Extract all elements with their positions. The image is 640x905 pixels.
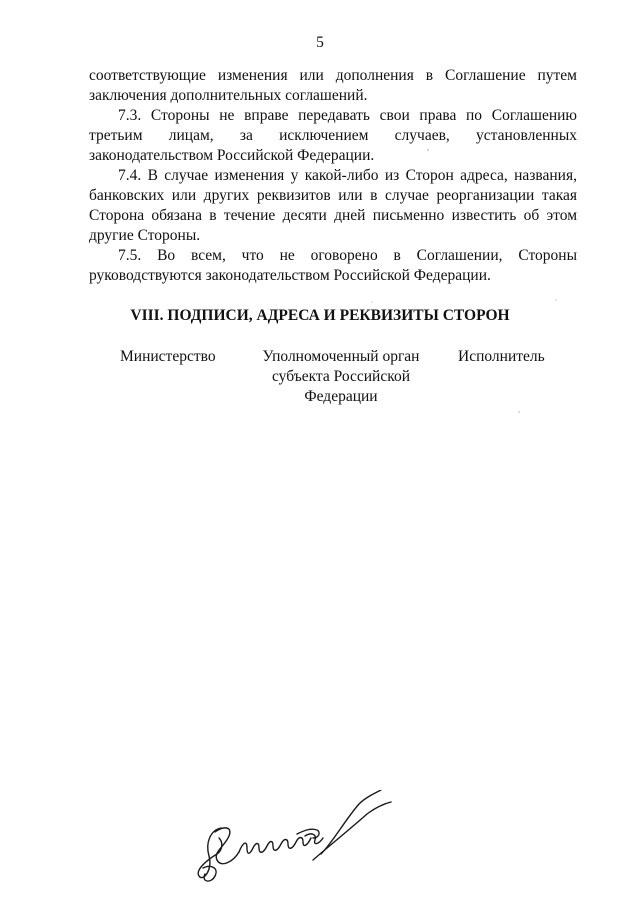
clause-7-4-line: другие Стороны. <box>89 227 201 244</box>
clause-7-4-line: Сторона обязана в течение десяти дней письменно известить об этом <box>89 207 577 224</box>
party-ministry: Министерство <box>120 348 216 365</box>
page-number: 5 <box>316 34 324 51</box>
party-authorized-organ <box>246 347 436 407</box>
clause-7-5-line: руководствуются законодательством Российской Федерации. <box>89 267 491 284</box>
paragraph-line: заключения дополнительных соглашений. <box>89 87 368 104</box>
clause-7-4-line: 7.4. В случае изменения у какой-либо из Сторон адреса, названия, <box>118 167 577 184</box>
clause-7-4-line: банковских или других реквизитов или в случае реорганизации такая <box>89 187 577 204</box>
party-organ-line: Федерации <box>304 388 378 405</box>
section-title: VIII. ПОДПИСИ, АДРЕСА И РЕКВИЗИТЫ СТОРОН <box>130 307 510 324</box>
paragraph-line: соответствующие изменения или дополнения в Соглашение путем <box>89 67 577 84</box>
clause-7-3-line: 7.3. Стороны не вправе передавать свои права по Соглашению <box>118 107 577 124</box>
party-executor: Исполнитель <box>458 348 545 365</box>
body-text <box>89 66 577 286</box>
party-organ-line: субъекта Российской <box>271 368 411 385</box>
clause-7-5-line: 7.5. Во всем, что не оговорено в Соглашении, Стороны <box>118 247 577 264</box>
party-organ-line: Уполномоченный орган <box>262 348 420 365</box>
clause-7-3-line: законодательством Российской Федерации. <box>89 147 375 164</box>
clause-7-3-line: третьим лицам, за исключением случаев, установленных <box>89 127 577 144</box>
handwritten-signature <box>193 790 393 890</box>
parties-row <box>0 347 640 417</box>
